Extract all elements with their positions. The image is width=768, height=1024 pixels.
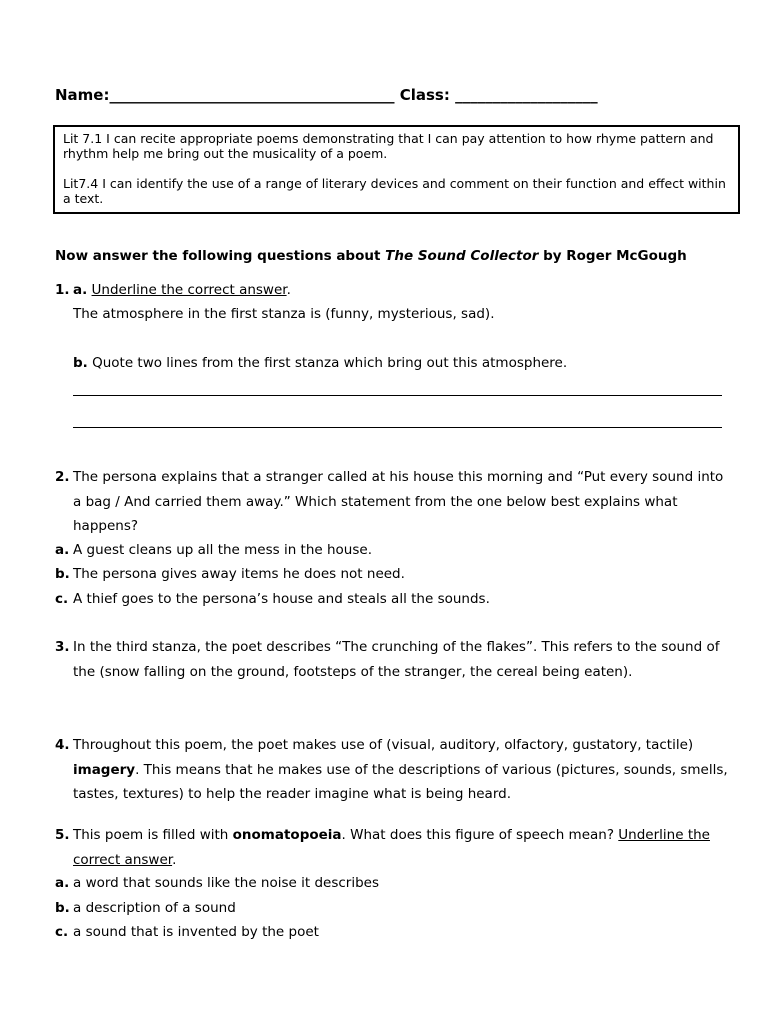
imagery-term: imagery [73,761,136,778]
question-5-option-b[interactable]: b. a description of a sound [55,900,236,916]
question-5-option-a[interactable]: a. a word that sounds like the noise it describes [55,875,379,891]
question-number: 1. [55,282,70,298]
question-3: 3. In the third stanza, the poet describes “The crunching of the flakes”. This refers to the sound of the (snow falling on the ground, footsteps of the stranger, the cereal being eaten). [55,635,735,684]
answer-line-1[interactable] [73,395,722,396]
underline-instruction: Underline the correct answer [91,282,287,298]
name-class-line [55,86,598,104]
objective-lit-7-1: Lit 7.1 I can recite appropriate poems demonstrating that I can pay attention to how rhyme pattern and rhythm help me bring out the musicality of a poem. [63,131,714,161]
question-2-option-a[interactable]: a. A guest cleans up all the mess in the house. [55,542,372,558]
question-1: 1. a. Underline the correct answer. [55,278,735,303]
question-4: 4. Throughout this poem, the poet makes use of (visual, auditory, olfactory, gustatory, tactile) imagery. This means that he makes use of the descriptions of various (pictures, sounds, smells, tastes, textures) to help the reader imagine what is being heard. [55,733,735,807]
learning-objectives-box [53,125,740,214]
answer-line-2[interactable] [73,427,722,428]
question-1a-text: The atmosphere in the first stanza is (funny, mysterious, sad). [73,306,495,322]
question-5-option-c[interactable]: c. a sound that is invented by the poet [55,924,319,940]
name-label: Name: [55,86,110,104]
question-number: 3. [55,639,70,655]
underline-instruction: Underline the correct answer [73,827,710,868]
question-number: 4. [55,737,70,753]
name-blank[interactable]: ______________________________________ [109,86,395,104]
class-blank[interactable]: ___________________ [455,86,598,104]
question-2-option-b[interactable]: b. The persona gives away items he does not need. [55,566,405,582]
poem-title: The Sound Collector [385,248,539,264]
question-1b: b. Quote two lines from the first stanza which bring out this atmosphere. [73,355,568,371]
objective-lit-7-4: Lit7.4 I can identify the use of a range of literary devices and comment on their function and effect within a text. [63,176,726,206]
question-number: 5. [55,827,70,843]
question-2-option-c[interactable]: c. A thief goes to the persona’s house and steals all the sounds. [55,591,490,607]
questions-intro: Now answer the following questions about The Sound Collector by Roger McGough [55,248,687,264]
class-label: Class: [399,86,450,104]
question-5: 5. This poem is filled with onomatopoeia. What does this figure of speech mean? Underline the correct answer. [55,823,735,872]
question-2: 2. The persona explains that a stranger called at his house this morning and “Put every sound into a bag / And carried them away.” Which statement from the one below best explains what happens? [55,465,735,539]
question-number: 2. [55,469,70,485]
onomatopoeia-term: onomatopoeia [232,827,342,843]
